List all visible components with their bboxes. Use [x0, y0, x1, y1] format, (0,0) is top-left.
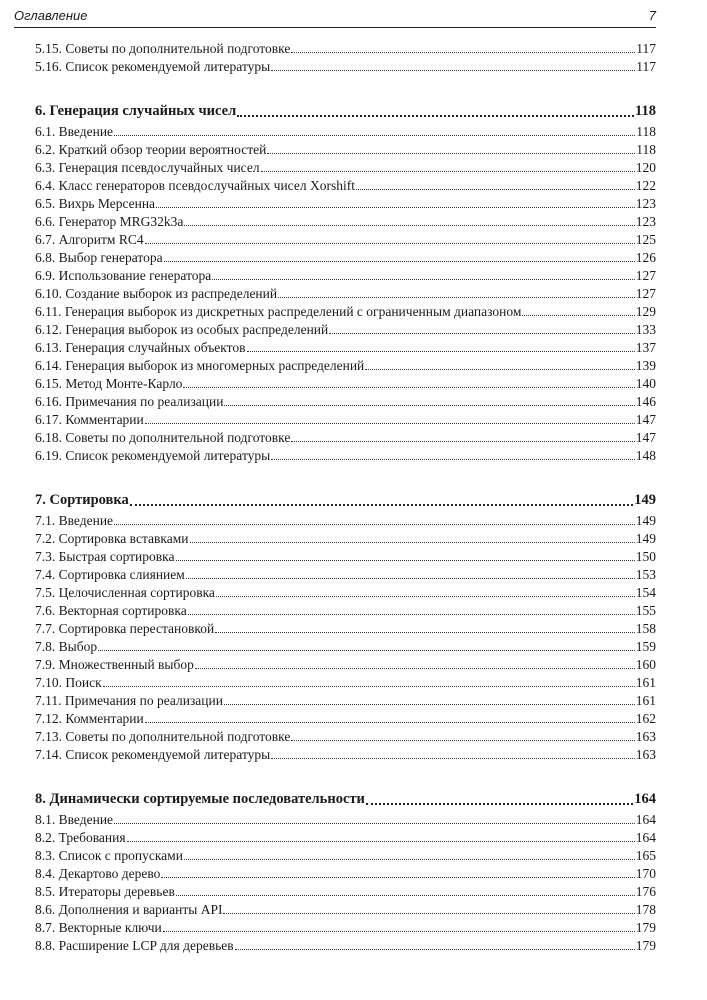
toc-entry	[35, 285, 656, 303]
toc-entry	[35, 548, 656, 566]
toc-entry	[35, 512, 656, 530]
dot-leader	[184, 847, 635, 860]
section-gap	[35, 764, 656, 789]
dot-leader	[271, 447, 635, 460]
page-number: 162	[635, 711, 656, 726]
dot-leader	[114, 811, 635, 824]
dot-leader	[186, 566, 635, 579]
page-number: 147	[635, 430, 656, 445]
toc-entry	[35, 123, 656, 141]
chapter-title: 7. Сортировка	[35, 492, 129, 508]
toc-entry	[35, 710, 656, 728]
dot-leader	[247, 339, 635, 352]
toc-entry	[35, 375, 656, 393]
page-number: 127	[635, 286, 656, 301]
toc-chapter-entry	[35, 490, 656, 510]
dot-leader	[103, 674, 635, 687]
toc-entry	[35, 321, 656, 339]
entry-title: 8.2. Требования	[35, 830, 126, 845]
page-number: 137	[635, 340, 656, 355]
page-number: 149	[635, 531, 656, 546]
page-number: 161	[635, 675, 656, 690]
dot-leader	[163, 919, 635, 932]
dot-leader	[267, 141, 635, 154]
toc-entry	[35, 231, 656, 249]
page-number: 149	[635, 513, 656, 528]
toc-entry	[35, 656, 656, 674]
page-number: 129	[635, 304, 656, 319]
entry-title: 6.7. Алгоритм RC4	[35, 232, 144, 247]
toc-entry	[35, 447, 656, 465]
dot-leader	[184, 213, 634, 226]
toc-entry	[35, 602, 656, 620]
toc-entry	[35, 620, 656, 638]
toc-entry	[35, 530, 656, 548]
page-number: 139	[635, 358, 656, 373]
dot-leader	[195, 656, 635, 669]
toc-entry	[35, 865, 656, 883]
entry-title: 6.16. Примечания по реализации	[35, 394, 224, 409]
header-title: Оглавление	[14, 8, 88, 23]
page-number: 126	[635, 250, 656, 265]
toc-entry	[35, 339, 656, 357]
running-header	[14, 7, 656, 28]
entry-title: 7.4. Сортировка слиянием	[35, 567, 185, 582]
page-number: 117	[636, 41, 656, 56]
dot-leader	[291, 429, 634, 442]
entry-title: 6.14. Генерация выборок из многомерных распределений	[35, 358, 365, 373]
toc-entry	[35, 746, 656, 764]
page-number: 164	[634, 791, 656, 807]
entry-title: 8.4. Декартово дерево	[35, 866, 161, 881]
entry-title: 6.13. Генерация случайных объектов	[35, 340, 246, 355]
toc-entry	[35, 937, 656, 955]
page-number: 164	[635, 812, 656, 827]
entry-title: 6.12. Генерация выборок из особых распределений	[35, 322, 329, 337]
dot-leader	[114, 123, 635, 136]
dot-leader	[183, 375, 634, 388]
entry-title: 6.5. Вихрь Мерсенна	[35, 196, 156, 211]
dot-leader	[188, 602, 635, 615]
dot-leader	[145, 411, 635, 424]
page-number: 147	[635, 412, 656, 427]
toc-entry	[35, 728, 656, 746]
page-number: 123	[635, 196, 656, 211]
page-number: 178	[635, 902, 656, 917]
entry-title: 7.11. Примечания по реализации	[35, 693, 223, 708]
dot-leader	[365, 357, 634, 370]
entry-title: 6.9. Использование генератора	[35, 268, 212, 283]
table-of-contents	[35, 40, 656, 955]
entry-title: 8.1. Введение	[35, 812, 114, 827]
toc-entry	[35, 811, 656, 829]
dot-leader	[176, 548, 635, 561]
entry-title: 8.6. Дополнения и варианты API	[35, 902, 223, 917]
page-number: 118	[636, 124, 656, 139]
dot-leader	[237, 101, 634, 117]
page-number: 122	[635, 178, 656, 193]
dot-leader	[114, 512, 635, 525]
dot-leader	[190, 530, 635, 543]
page-number: 179	[635, 938, 656, 953]
toc-entry	[35, 40, 656, 58]
toc-entry	[35, 429, 656, 447]
entry-title: 5.16. Список рекомендуемой литературы	[35, 59, 271, 74]
toc-entry	[35, 267, 656, 285]
page-number: 155	[635, 603, 656, 618]
dot-leader	[98, 638, 635, 651]
dot-leader	[130, 490, 634, 506]
page-number: 164	[635, 830, 656, 845]
entry-title: 7.6. Векторная сортировка	[35, 603, 187, 618]
toc-entry	[35, 919, 656, 937]
dot-leader	[145, 231, 635, 244]
toc-entry	[35, 674, 656, 692]
page-number: 153	[635, 567, 656, 582]
section-gap	[35, 76, 656, 101]
dot-leader	[212, 267, 635, 280]
dot-leader	[522, 303, 634, 316]
page-number: 163	[635, 747, 656, 762]
toc-entry	[35, 584, 656, 602]
page-number: 150	[635, 549, 656, 564]
toc-entry	[35, 566, 656, 584]
page-number: 154	[635, 585, 656, 600]
entry-title: 8.5. Итераторы деревьев	[35, 884, 175, 899]
toc-entry	[35, 411, 656, 429]
entry-title: 7.10. Поиск	[35, 675, 102, 690]
entry-title: 6.10. Создание выборок из распределений	[35, 286, 278, 301]
dot-leader	[176, 883, 635, 896]
entry-title: 6.19. Список рекомендуемой литературы	[35, 448, 271, 463]
toc-entry	[35, 901, 656, 919]
dot-leader	[278, 285, 635, 298]
entry-title: 6.4. Класс генераторов псевдослучайных чисел Xorshift	[35, 178, 355, 193]
entry-title: 7.1. Введение	[35, 513, 114, 528]
toc-entry	[35, 58, 656, 76]
toc-chapter-entry	[35, 789, 656, 809]
entry-title: 7.14. Список рекомендуемой литературы	[35, 747, 271, 762]
entry-title: 8.7. Векторные ключи	[35, 920, 162, 935]
entry-title: 7.5. Целочисленная сортировка	[35, 585, 215, 600]
entry-title: 8.3. Список с пропусками	[35, 848, 183, 863]
dot-leader	[291, 40, 635, 53]
dot-leader	[127, 829, 635, 842]
dot-leader	[235, 937, 635, 950]
page-number: 140	[635, 376, 656, 391]
page-number: 149	[634, 492, 656, 508]
toc-entry	[35, 883, 656, 901]
page-number: 118	[635, 103, 656, 119]
toc-entry	[35, 249, 656, 267]
dot-leader	[356, 177, 635, 190]
entry-title: 6.15. Метод Монте-Карло	[35, 376, 183, 391]
page-number: 148	[635, 448, 656, 463]
page-number: 125	[635, 232, 656, 247]
page-number: 118	[636, 142, 656, 157]
dot-leader	[366, 789, 633, 805]
toc-entry	[35, 829, 656, 847]
entry-title: 7.8. Выбор	[35, 639, 98, 654]
toc-entry	[35, 357, 656, 375]
page-number: 133	[635, 322, 656, 337]
page-number: 176	[635, 884, 656, 899]
toc-entry	[35, 393, 656, 411]
entry-title: 6.11. Генерация выборок из дискретных распределений с ограниченным диапазоном	[35, 304, 522, 319]
entry-title: 6.3. Генерация псевдослучайных чисел	[35, 160, 260, 175]
chapter-title: 8. Динамически сортируемые последовательности	[35, 791, 365, 807]
dot-leader	[271, 746, 635, 759]
toc-entry	[35, 159, 656, 177]
section-gap	[35, 465, 656, 490]
dot-leader	[271, 58, 635, 71]
toc-entry	[35, 638, 656, 656]
entry-title: 7.9. Множественный выбор	[35, 657, 194, 672]
toc-entry	[35, 177, 656, 195]
page-number: 146	[635, 394, 656, 409]
dot-leader	[223, 901, 634, 914]
dot-leader	[224, 393, 634, 406]
page-number: 120	[635, 160, 656, 175]
page-number: 158	[635, 621, 656, 636]
dot-leader	[261, 159, 635, 172]
chapter-title: 6. Генерация случайных чисел	[35, 103, 237, 119]
entry-title: 7.3. Быстрая сортировка	[35, 549, 175, 564]
dot-leader	[291, 728, 634, 741]
dot-leader	[156, 195, 635, 208]
page-number: 163	[635, 729, 656, 744]
entry-title: 8.8. Расширение LCP для деревьев	[35, 938, 234, 953]
entry-title: 7.7. Сортировка перестановкой	[35, 621, 215, 636]
entry-title: 6.2. Краткий обзор теории вероятностей	[35, 142, 267, 157]
entry-title: 5.15. Советы по дополнительной подготовке	[35, 41, 291, 56]
entry-title: 7.12. Комментарии	[35, 711, 144, 726]
dot-leader	[164, 249, 635, 262]
dot-leader	[145, 710, 635, 723]
entry-title: 6.1. Введение	[35, 124, 114, 139]
toc-entry	[35, 303, 656, 321]
entry-title: 6.8. Выбор генератора	[35, 250, 163, 265]
page-number: 127	[635, 268, 656, 283]
toc-entry	[35, 847, 656, 865]
dot-leader	[224, 692, 635, 705]
dot-leader	[329, 321, 635, 334]
page-number: 160	[635, 657, 656, 672]
entry-title: 6.6. Генератор MRG32k3a	[35, 214, 184, 229]
dot-leader	[216, 584, 635, 597]
entry-title: 6.18. Советы по дополнительной подготовке	[35, 430, 291, 445]
page-number: 159	[635, 639, 656, 654]
entry-title: 7.13. Советы по дополнительной подготовке	[35, 729, 291, 744]
page-number: 165	[635, 848, 656, 863]
toc-entry	[35, 141, 656, 159]
toc-entry	[35, 195, 656, 213]
toc-entry	[35, 692, 656, 710]
page-number: 179	[635, 920, 656, 935]
dot-leader	[161, 865, 634, 878]
entry-title: 7.2. Сортировка вставками	[35, 531, 189, 546]
dot-leader	[215, 620, 635, 633]
toc-chapter-entry	[35, 101, 656, 121]
page-number: 170	[635, 866, 656, 881]
header-page-number: 7	[648, 8, 656, 23]
entry-title: 6.17. Комментарии	[35, 412, 144, 427]
page-number: 117	[636, 59, 656, 74]
page-number: 161	[635, 693, 656, 708]
page-number: 123	[635, 214, 656, 229]
toc-entry	[35, 213, 656, 231]
